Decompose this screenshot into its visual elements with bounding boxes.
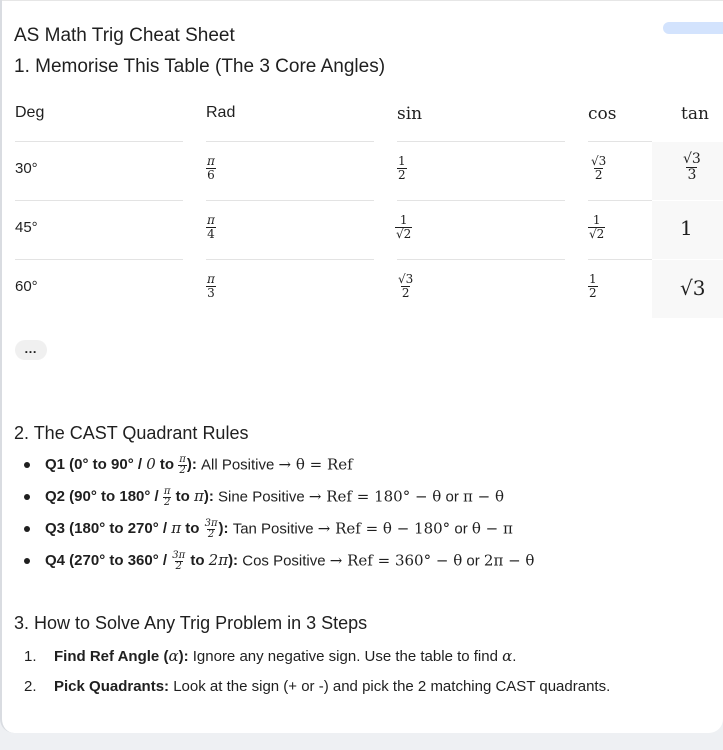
col-header-deg: Deg	[15, 104, 45, 121]
table-cell-deg: 30°	[15, 160, 38, 177]
list-item-q4: Q4 (270° to 360° / $\frac{3\pi}{2}$ to 2π): Cos Positive → Ref = 360° − θ or 2π − θ	[24, 551, 534, 572]
bullet-dot	[24, 558, 30, 564]
row-divider	[588, 200, 652, 201]
table-cell-sin: $\frac{1}{√2}$	[396, 213, 412, 241]
table-cell-rad: $\frac{\pi}{3}$	[207, 272, 215, 300]
col-header-cos: cos	[588, 104, 617, 124]
row-divider	[397, 200, 565, 201]
bullet-dot	[24, 526, 30, 532]
section-1-heading: 1. Memorise This Table (The 3 Core Angles)	[14, 56, 386, 77]
section-3-heading: 3. How to Solve Any Trig Problem in 3 Steps	[14, 613, 368, 633]
row-divider	[588, 141, 652, 142]
table-cell-tan: √3	[680, 276, 706, 300]
col-header-tan: tan	[681, 104, 709, 124]
table-cell-sin: $\frac{√3}{2}$	[398, 272, 414, 300]
table-cell-cos: $\frac{1}{2}$	[589, 272, 597, 300]
section-2-heading: 2. The CAST Quadrant Rules	[14, 423, 249, 443]
col-header-rad: Rad	[206, 104, 236, 121]
row-divider	[397, 141, 565, 142]
table-cell-rad: $\frac{\pi}{4}$	[207, 213, 215, 241]
list-item-step-1: 1. Find Ref Angle (α): Ignore any negative sign. Use the table to find α.	[24, 647, 517, 665]
page-title: AS Math Trig Cheat Sheet	[14, 25, 235, 46]
table-cell-sin: $\frac{1}{2}$	[398, 154, 406, 182]
table-cell-deg: 45°	[15, 219, 38, 236]
row-divider	[588, 259, 652, 260]
list-item-q3: Q3 (180° to 270° / π to $\frac{3\pi}{2}$ ): Tan Positive → Ref = θ − 180° or θ − π	[24, 519, 513, 540]
table-cell-cos: $\frac{√3}{2}$	[591, 154, 607, 182]
row-divider	[15, 200, 183, 201]
top-divider	[2, 0, 723, 1]
list-item-step-2: 2. Pick Quadrants: Look at the sign (+ or -) and pick the 2 matching CAST quadrants.	[24, 678, 611, 695]
more-rows-button[interactable]: …	[15, 340, 47, 360]
table-cell-rad: $\frac{\pi}{6}$	[207, 154, 215, 182]
row-divider	[15, 259, 183, 260]
table-cell-cos: $\frac{1}{√2}$	[589, 213, 605, 241]
table-cell-deg: 60°	[15, 278, 38, 295]
row-divider	[15, 141, 183, 142]
col-header-sin: sin	[397, 104, 423, 124]
table-cell-tan: 1	[680, 216, 693, 240]
table-cell-tan: $\frac{√3}{3}$	[683, 151, 701, 183]
row-divider	[206, 200, 374, 201]
bullet-dot	[24, 494, 30, 500]
scroll-indicator	[663, 22, 723, 34]
list-item-q2: Q2 (90° to 180° / $\frac{\pi}{2}$ to π): Sine Positive → Ref = 180° − θ or π − θ	[24, 487, 504, 508]
list-item-q1: Q1 (0° to 90° / 0 to $\frac{\pi}{2}$ ): All Positive → θ = Ref	[24, 455, 353, 476]
row-divider	[206, 259, 374, 260]
row-divider	[397, 259, 565, 260]
row-divider	[206, 141, 374, 142]
bullet-dot	[24, 462, 30, 468]
